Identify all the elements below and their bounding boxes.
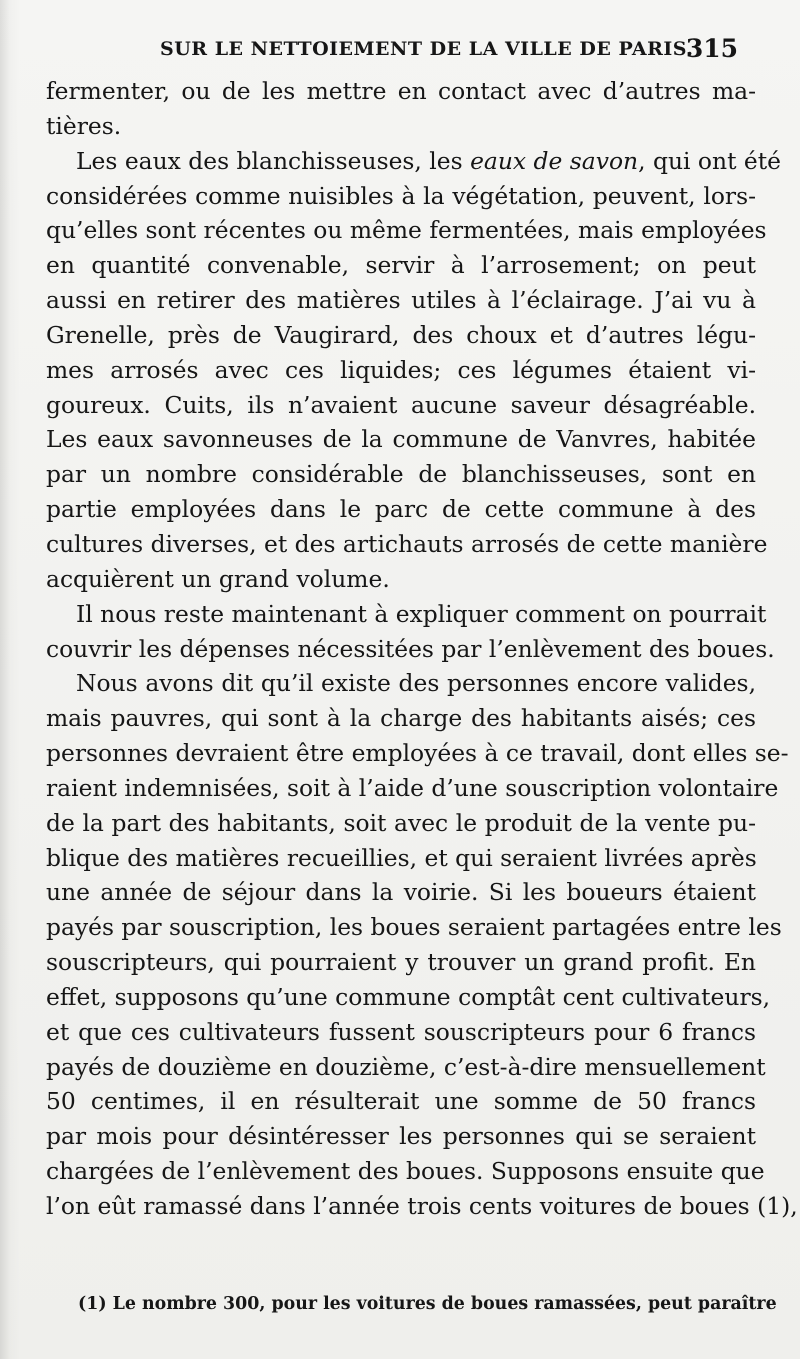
text-line: souscripteurs, qui pourraient y trouver un grand profit. En <box>46 948 756 977</box>
text-segment: Les eaux des blanchisseuses, les <box>76 146 471 175</box>
text-line: Les eaux savonneuses de la commune de Vanvres, habitée <box>46 425 756 454</box>
text-line: Nous avons dit qu’il existe des personnes encore valides, <box>76 669 756 698</box>
text-line: par un nombre considérable de blanchisseuses, sont en <box>46 460 756 489</box>
text-line: par mois pour désintéresser les personnes qui se seraient <box>46 1122 756 1151</box>
text-line: Il nous reste maintenant à expliquer comment on pourrait <box>76 599 767 628</box>
page-number: 315 <box>685 34 738 63</box>
text-line: en quantité convenable, servir à l’arrosement; on peut <box>46 251 756 280</box>
text-line: tières. <box>46 111 122 140</box>
text-line: effet, supposons qu’une commune comptât cent cultivateurs, <box>46 982 771 1011</box>
text-line: blique des matières recueillies, et qui seraient livrées après <box>46 843 757 872</box>
text-line: de la part des habitants, soit avec le produit de la vente pu- <box>46 808 756 837</box>
text-line: 50 centimes, il en résulterait une somme de 50 francs <box>46 1087 756 1116</box>
text-line: goureux. Cuits, ils n’avaient aucune saveur désagréable. <box>46 390 756 419</box>
text-line: mais pauvres, qui sont à la charge des habitants aisés; ces <box>46 704 756 733</box>
text-line: mes arrosés avec ces liquides; ces légumes étaient vi- <box>46 355 756 384</box>
text-line: une année de séjour dans la voirie. Si les boueurs étaient <box>46 878 756 907</box>
text-line: personnes devraient être employées à ce travail, dont elles se- <box>46 739 789 768</box>
text-line: raient indemnisées, soit à l’aide d’une souscription volontaire <box>46 773 779 802</box>
text-line: couvrir les dépenses nécessitées par l’enlèvement des boues. <box>46 634 775 663</box>
text-line: acquièrent un grand volume. <box>46 564 390 593</box>
footnote: (1) Le nombre 300, pour les voitures de boues ramassées, peut paraître <box>78 1294 777 1314</box>
page-header <box>160 34 760 68</box>
text-line: chargées de l’enlèvement des boues. Supposons ensuite que <box>46 1157 765 1186</box>
body-text <box>46 74 798 1224</box>
text-line: qu’elles sont récentes ou même fermentées, mais employées <box>46 216 767 245</box>
text-line: fermenter, ou de les mettre en contact avec d’autres ma- <box>46 77 756 105</box>
text-line: cultures diverses, et des artichauts arrosés de cette manière <box>46 529 768 558</box>
text-segment: , qui ont été <box>638 146 782 175</box>
text-line: considérées comme nuisibles à la végétation, peuvent, lors- <box>46 181 756 210</box>
text-line: et que ces cultivateurs fussent souscripteurs pour 6 francs <box>46 1017 756 1046</box>
text-line: l’on eût ramassé dans l’année trois cents voitures de boues (1), <box>46 1192 798 1220</box>
text-line: payés par souscription, les boues seraient partagées entre les <box>46 913 782 942</box>
text-line: Grenelle, près de Vaugirard, des choux et d’autres légu- <box>46 320 756 349</box>
emphasized-text: eaux de savon <box>470 146 639 175</box>
text-line <box>46 144 782 179</box>
text-line: payés de douzième en douzième, c’est-à-dire mensuellement <box>46 1052 766 1081</box>
running-title: SUR LE NETTOIEMENT DE LA VILLE DE PARIS. <box>160 38 694 60</box>
text-line: partie employées dans le parc de cette commune à des <box>46 495 756 524</box>
text-line: aussi en retirer des matières utiles à l’éclairage. J’ai vu à <box>46 286 756 315</box>
